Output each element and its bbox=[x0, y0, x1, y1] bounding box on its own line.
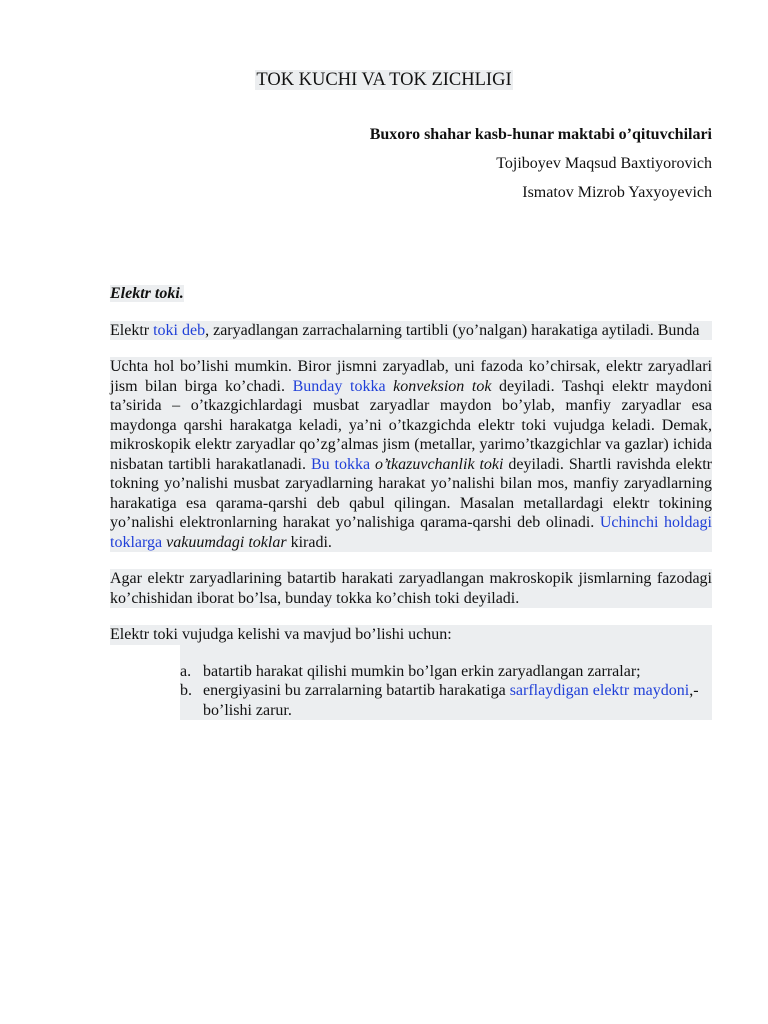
author-name-1: Tojiboyev Maqsud Baxtiyorovich bbox=[496, 155, 712, 172]
paragraph-2-text-a: Uchta hol bo’lishi mumkin. Biror jismni zaryadlab, uni fazoda ko’chirsak, elektr zaryadlari jism bilan birga ko’chadi. bbox=[110, 358, 712, 395]
paragraph-1-text-a: Elektr bbox=[110, 321, 154, 339]
list-item-tail: ,- bo’lishi zarur. bbox=[203, 682, 699, 719]
list-item-text: energiyasini bu zarralarning batartib harakatiga bbox=[203, 682, 510, 699]
conditions-list bbox=[180, 662, 712, 721]
term-otkazuvchanlik-toki: o’tkazuvchanlik toki bbox=[370, 455, 504, 473]
link-toki-deb[interactable]: toki deb bbox=[153, 321, 206, 339]
link-bunday-tokka[interactable]: Bunday tokka bbox=[292, 377, 386, 395]
paragraph-3: Agar elektr zaryadlarining batartib harakati zaryadlangan makroskopik jismlarning fazodagi ko’chishidan iborat bo’lsa, bunday tokka ko’chish toki deyiladi. bbox=[110, 570, 712, 607]
link-sarflaydigan-elektr-maydoni[interactable]: sarflaydigan elektr maydoni bbox=[509, 682, 690, 699]
authors-block bbox=[370, 120, 712, 207]
term-konveksion-tok: konveksion tok bbox=[385, 377, 492, 395]
list-marker: a. bbox=[180, 662, 192, 680]
list-item bbox=[180, 662, 712, 682]
paragraph-1 bbox=[110, 321, 712, 341]
paragraph-4: Elektr toki vujudga kelishi va mavjud bo’lishi uchun: bbox=[110, 625, 712, 645]
author-school: Buxoro shahar kasb-hunar maktabi o’qituvchilari bbox=[369, 126, 712, 143]
paragraph-1-text-b: , zaryadlangan zarrachalarning tartibli (yo’nalgan) harakatiga aytiladi. Bunda bbox=[205, 321, 700, 339]
list-item-text: batartib harakat qilishi mumkin bo’lgan erkin zaryadlangan zarralar; bbox=[203, 662, 641, 680]
document-body bbox=[110, 284, 712, 720]
document-title-block bbox=[0, 68, 768, 92]
author-name-2: Ismatov Mizrob Yaxyoyevich bbox=[522, 184, 712, 201]
paragraph-2-text-c: deyiladi. Shartli ravishda elektr tokning yo’nalishi musbat zaryadlarning harakat yo’nalishi bilan mos, manfiy zaryadlarning harakatiga esa qarama-qarshi deb qabul qilingan. Masalan metallardagi elektr tokining yo’nalishi elektronlarning harakat yo’nalishiga qarama-qarshi deb olinadi. bbox=[110, 455, 713, 531]
link-uchinchi-holdagi[interactable]: Uchinchi holdagi toklarga bbox=[110, 514, 713, 551]
list-item bbox=[180, 681, 712, 720]
term-vakuumdagi-toklar: vakuumdagi toklar bbox=[162, 533, 287, 551]
paragraph-2-text-b: deyiladi. Tashqi elektr maydoni ta’sirida – o’tkazgichlardagi musbat zaryadlar maydon bo’ylab, manfiy zaryadlar esa maydonga qarshi harakatga keladi, ya’ni o’tkazgichda elektr toki vujudga keladi. Demak, mikroskopik elektr zaryadlar qo’zg’almas jism (metallar, yarimo’tkazgichlar va gazlar) ichida nisbatan tartibli harakatlanadi. bbox=[110, 377, 713, 473]
paragraph-2 bbox=[110, 357, 712, 552]
section-title bbox=[110, 284, 712, 304]
paragraph-2-text-d: kiradi. bbox=[286, 533, 332, 551]
conditions-list-block bbox=[180, 645, 712, 721]
document-title: TOK KUCHI VA TOK ZICHLIGI bbox=[256, 70, 512, 90]
link-bu-tokka[interactable]: Bu tokka bbox=[310, 455, 371, 473]
list-marker: b. bbox=[180, 682, 192, 699]
section-title-text: Elektr toki. bbox=[110, 285, 184, 302]
